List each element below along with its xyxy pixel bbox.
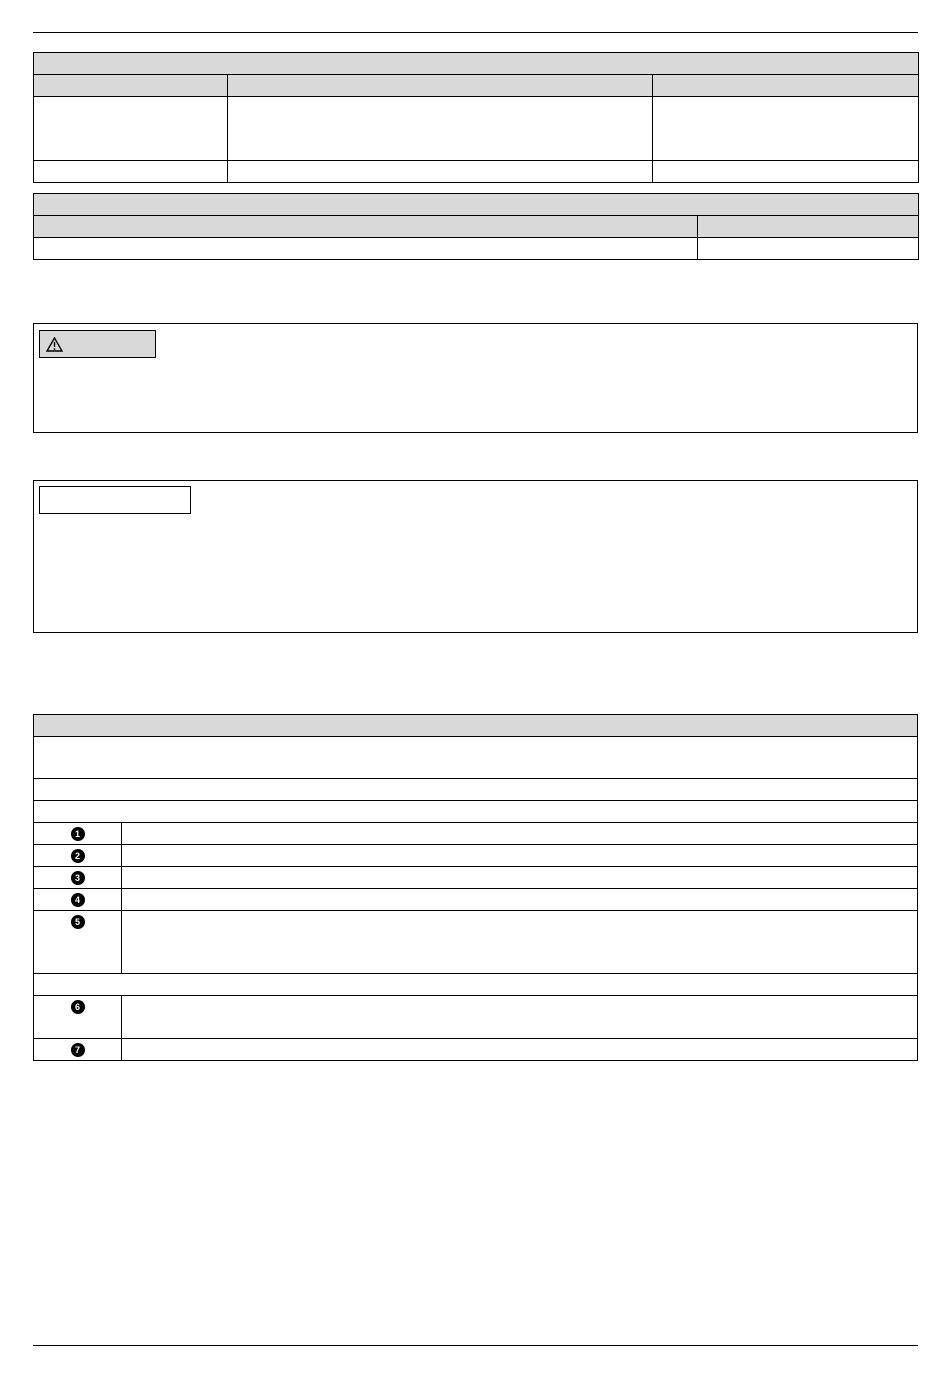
list-item (34, 889, 918, 911)
table-row (34, 97, 919, 161)
list-item (34, 1039, 918, 1061)
list-item (34, 911, 918, 974)
table3-title (34, 715, 918, 737)
table1-title (34, 53, 919, 75)
table-row (34, 161, 919, 183)
table2-header-1 (34, 216, 698, 238)
step-text-cell (122, 911, 918, 974)
table-row (34, 238, 919, 260)
step-number-cell (34, 867, 122, 889)
table1-header-2 (228, 75, 653, 97)
table2-cell (34, 238, 698, 260)
step-number-1-icon: 1 (71, 827, 85, 841)
notice-label (39, 486, 191, 514)
step-number-cell (34, 1039, 122, 1061)
table1-cell (653, 161, 919, 183)
step-number-cell (34, 823, 122, 845)
table2-title (34, 194, 919, 216)
warning-box (33, 323, 918, 433)
table3-section-1 (34, 779, 918, 801)
step-number-7-icon: 7 (71, 1043, 85, 1057)
table2-cell (698, 238, 919, 260)
table1-cell (228, 161, 653, 183)
spec-table-2 (33, 193, 919, 260)
step-number-cell (34, 845, 122, 867)
procedure-table (33, 714, 918, 1061)
step-number-4-icon: 4 (71, 893, 85, 907)
header-rule (33, 32, 918, 33)
step-text-cell (122, 867, 918, 889)
warning-label (39, 330, 156, 358)
step-number-cell (34, 996, 122, 1039)
table3-section-3 (34, 974, 918, 996)
table1-cell (228, 97, 653, 161)
step-text-cell (122, 845, 918, 867)
step-text-cell (122, 1039, 918, 1061)
table2-header-2 (698, 216, 919, 238)
list-item (34, 823, 918, 845)
step-text-cell (122, 823, 918, 845)
step-number-cell (34, 911, 122, 974)
step-number-3-icon: 3 (71, 871, 85, 885)
spec-table-1 (33, 52, 919, 183)
list-item (34, 867, 918, 889)
table1-header-3 (653, 75, 919, 97)
list-item (34, 996, 918, 1039)
step-number-5-icon: 5 (71, 915, 85, 929)
footer-rule (33, 1345, 918, 1346)
list-item (34, 845, 918, 867)
step-text-cell (122, 889, 918, 911)
table1-header-1 (34, 75, 228, 97)
table1-cell (653, 97, 919, 161)
table1-cell (34, 161, 228, 183)
table3-intro (34, 737, 918, 779)
notice-box (33, 480, 918, 633)
warning-triangle-icon (46, 337, 63, 352)
table3-section-2 (34, 801, 918, 823)
table1-cell (34, 97, 228, 161)
step-number-cell (34, 889, 122, 911)
step-text-cell (122, 996, 918, 1039)
step-number-2-icon: 2 (71, 849, 85, 863)
step-number-6-icon: 6 (71, 1000, 85, 1014)
